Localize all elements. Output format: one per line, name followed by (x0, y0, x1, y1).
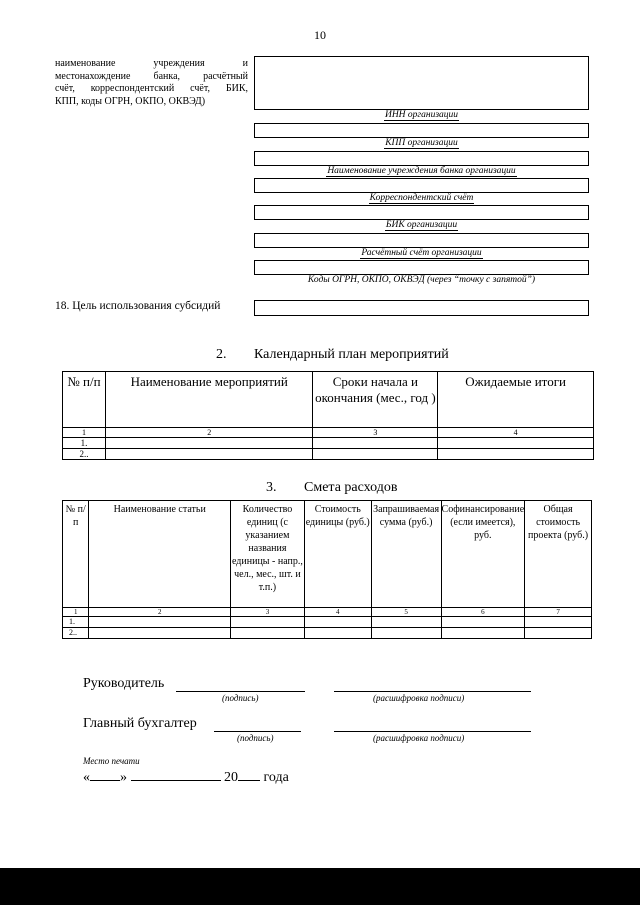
row-number: 2.. (63, 449, 106, 460)
accountant-signature-line[interactable] (214, 730, 301, 732)
date-year-prefix: 20 (224, 770, 238, 785)
header-cofinancing: Софинансирование (если имеется), руб. (441, 501, 525, 608)
table-cell[interactable] (231, 617, 305, 628)
bank-details-label (55, 58, 248, 108)
header-dates: Сроки начала и окончания (мес., год ) (313, 372, 438, 428)
table-cell[interactable] (105, 438, 313, 449)
bik-label: БИК организации (385, 220, 458, 230)
section2-title: Календарный план мероприятий (254, 347, 449, 362)
header-item-name: Наименование статьи (89, 501, 231, 608)
table-cell[interactable] (525, 628, 592, 639)
corr-account-field[interactable] (254, 205, 589, 220)
table-cell[interactable] (525, 617, 592, 628)
col-number: 1 (63, 428, 106, 438)
date-year-suffix: года (263, 770, 289, 785)
table-cell[interactable] (371, 628, 441, 639)
expense-estimate-table (62, 500, 592, 639)
header-number: № п/п (63, 501, 89, 608)
table-cell[interactable] (105, 449, 313, 460)
date-month-blank[interactable] (131, 768, 221, 781)
goal-label: 18. Цель использования субсидий (55, 300, 221, 312)
bank-label-line-3: счёт, корреспондентский счёт, БИК, (55, 83, 248, 95)
header-number: № п/п (63, 372, 106, 428)
kpp-label: КПП организации (385, 138, 458, 148)
table-cell[interactable] (441, 628, 525, 639)
table-cell[interactable] (438, 438, 594, 449)
table-cell[interactable] (89, 628, 231, 639)
head-signature-line[interactable] (176, 690, 305, 692)
page-number: 10 (314, 28, 326, 42)
bank-name-label: Наименование учреждения банка организации (327, 166, 516, 176)
scan-border (0, 868, 640, 905)
bik-field[interactable] (254, 233, 589, 248)
header-requested-sum: Запрашиваемая сумма (руб.) (371, 501, 441, 608)
col-number: 2 (89, 608, 231, 617)
table-row (63, 617, 592, 628)
codes-label: Коды ОГРН, ОКПО, ОКВЭД (через “точку с запятой”) (307, 275, 536, 285)
stamp-place-label: Место печати (83, 756, 140, 766)
header-event-name: Наименование мероприятий (105, 372, 313, 428)
col-number: 6 (441, 608, 525, 617)
date-close-quote: » (120, 770, 127, 785)
settlement-account-field[interactable] (254, 260, 589, 275)
date-open-quote: « (83, 770, 90, 785)
calendar-plan-table (62, 371, 594, 460)
bank-label-line-4: КПП, коды ОГРН, ОКПО, ОКВЭД) (55, 95, 206, 107)
date-year-blank[interactable] (238, 768, 260, 781)
table-cell[interactable] (304, 617, 371, 628)
col-number: 3 (231, 608, 305, 617)
head-decode-caption: (расшифровка подписи) (373, 693, 465, 703)
table-cell[interactable] (313, 438, 438, 449)
col-number: 4 (438, 428, 594, 438)
bank-name-field[interactable] (254, 178, 589, 193)
table-cell[interactable] (313, 449, 438, 460)
section3-number: 3. (266, 480, 277, 495)
table-cell[interactable] (304, 628, 371, 639)
table-row (63, 438, 594, 449)
table-cell[interactable] (371, 617, 441, 628)
inn-label: ИНН организации (384, 110, 459, 120)
accountant-label: Главный бухгалтер (83, 716, 197, 731)
header-quantity: Количество единиц (с указанием названия единицы - напр., чел., мес., шт. и т.п.) (231, 501, 305, 608)
header-total-cost: Общая стоимость проекта (руб.) (525, 501, 592, 608)
col-number: 7 (525, 608, 592, 617)
table-cell[interactable] (441, 617, 525, 628)
header-unit-cost: Стоимость единицы (руб.) (304, 501, 371, 608)
table-cell[interactable] (438, 449, 594, 460)
row-number: 2.. (63, 628, 89, 639)
section2-number: 2. (216, 347, 227, 362)
accountant-decode-caption: (расшифровка подписи) (373, 733, 465, 743)
col-number: 5 (371, 608, 441, 617)
head-signature-caption: (подпись) (222, 693, 259, 703)
kpp-field[interactable] (254, 151, 589, 166)
bank-label-line-2: местонахождение банка, расчётный (55, 70, 248, 82)
head-decode-line[interactable] (334, 690, 531, 692)
bank-details-box[interactable] (254, 56, 589, 110)
col-number: 3 (313, 428, 438, 438)
header-expected-results: Ожидаемые итоги (438, 372, 594, 428)
row-number: 1. (63, 617, 89, 628)
head-label: Руководитель (83, 676, 165, 691)
col-number: 1 (63, 608, 89, 617)
table-cell[interactable] (231, 628, 305, 639)
col-number: 2 (105, 428, 313, 438)
goal-field[interactable] (254, 300, 589, 316)
accountant-decode-line[interactable] (334, 730, 531, 732)
accountant-signature-caption: (подпись) (237, 733, 274, 743)
corr-account-label: Корреспондентский счёт (369, 193, 474, 203)
bank-label-line-1: наименование учреждения и (55, 58, 248, 69)
table-cell[interactable] (89, 617, 231, 628)
date-line (83, 768, 289, 786)
date-day-blank[interactable] (90, 768, 120, 781)
col-number: 4 (304, 608, 371, 617)
inn-field[interactable] (254, 123, 589, 138)
section3-title: Смета расходов (304, 480, 398, 495)
row-number: 1. (63, 438, 106, 449)
table-row (63, 628, 592, 639)
table-row (63, 449, 594, 460)
settlement-account-label: Расчётный счёт организации (361, 248, 482, 258)
